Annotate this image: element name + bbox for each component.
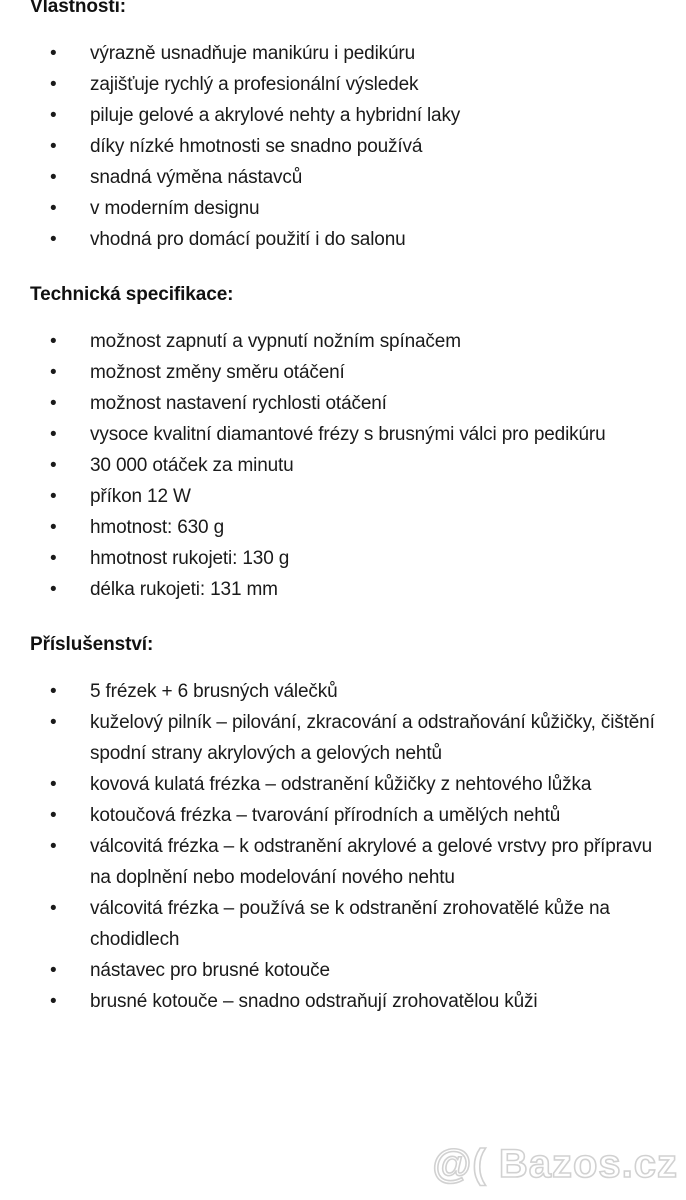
bullet-icon: • (50, 486, 57, 507)
list-item-text: příkon 12 W (90, 486, 191, 507)
section-heading-features: Vlastnosti: (30, 0, 127, 17)
list-item (0, 224, 686, 255)
bullet-icon: • (50, 331, 57, 352)
bullet-icon: • (50, 424, 57, 445)
feature-list (0, 20, 686, 255)
list-item (0, 512, 686, 543)
bullet-icon: • (50, 681, 57, 702)
section-heading-technical-specification: Technická specifikace: (30, 284, 234, 305)
list-item-text: hmotnost: 630 g (90, 517, 225, 538)
list-item-text: 30 000 otáček za minutu (90, 455, 294, 476)
list-item-text: možnost zapnutí a vypnutí nožním spínačem (90, 331, 461, 352)
list-item (0, 955, 686, 986)
list-item (0, 69, 686, 100)
list-item-text: zajišťuje rychlý a profesionální výsledek (90, 74, 419, 95)
list-item-text: možnost nastavení rychlosti otáčení (90, 393, 387, 414)
list-item (0, 326, 686, 357)
list-item (0, 162, 686, 193)
section-technical-specification (0, 282, 686, 605)
list-item (0, 574, 686, 605)
list-item (0, 357, 686, 388)
list-item-text: hmotnost rukojeti: 130 g (90, 548, 290, 569)
bullet-icon: • (50, 548, 57, 569)
list-item-text: vysoce kvalitní diamantové frézy s brusnými válci pro pedikúru (90, 424, 606, 445)
bazos-watermark: @( Bazos.cz (432, 1142, 678, 1186)
list-item (0, 831, 686, 893)
list-item-text: válcovitá frézka – k odstranění akrylové a gelové vrstvy pro přípravu na doplnění nebo modelování nového nehtu (90, 836, 653, 888)
section-accessories (0, 632, 686, 1017)
list-item-text: brusné kotouče – snadno odstraňují zrohovatělou kůži (90, 991, 538, 1012)
list-item (0, 543, 686, 574)
list-item-text: výrazně usnadňuje manikúru i pedikúru (90, 43, 416, 64)
list-item (0, 419, 686, 450)
list-item-text: kuželový pilník – pilování, zkracování a odstraňování kůžičky, čištění spodní strany akrylových a gelových nehtů (90, 712, 655, 764)
bullet-icon: • (50, 517, 57, 538)
list-item (0, 769, 686, 800)
list-item (0, 893, 686, 955)
section-features (0, 0, 686, 255)
list-item (0, 193, 686, 224)
bullet-icon: • (50, 136, 57, 157)
list-item-text: nástavec pro brusné kotouče (90, 960, 330, 981)
bullet-icon: • (50, 105, 57, 126)
accessories-list (0, 658, 686, 1017)
bullet-icon: • (50, 774, 57, 795)
bullet-icon: • (50, 991, 57, 1012)
bullet-icon: • (50, 362, 57, 383)
bullet-icon: • (50, 167, 57, 188)
bullet-icon: • (50, 898, 57, 919)
bullet-icon: • (50, 229, 57, 250)
list-item (0, 100, 686, 131)
list-item (0, 986, 686, 1017)
list-item (0, 800, 686, 831)
list-item (0, 707, 686, 769)
bullet-icon: • (50, 805, 57, 826)
list-item (0, 131, 686, 162)
bullet-icon: • (50, 43, 57, 64)
list-item-text: kovová kulatá frézka – odstranění kůžičky z nehtového lůžka (90, 774, 592, 795)
list-item (0, 450, 686, 481)
list-item (0, 38, 686, 69)
list-item-text: v moderním designu (90, 198, 260, 219)
list-item-text: vhodná pro domácí použití i do salonu (90, 229, 406, 250)
bullet-icon: • (50, 579, 57, 600)
bullet-icon: • (50, 393, 57, 414)
bullet-icon: • (50, 74, 57, 95)
list-item (0, 481, 686, 512)
bullet-icon: • (50, 455, 57, 476)
bullet-icon: • (50, 836, 57, 857)
list-item-text: kotoučová frézka – tvarování přírodních a umělých nehtů (90, 805, 561, 826)
list-item (0, 388, 686, 419)
section-heading-accessories: Příslušenství: (30, 634, 154, 655)
list-item-text: díky nízké hmotnosti se snadno používá (90, 136, 423, 157)
list-item-text: 5 frézek + 6 brusných válečků (90, 681, 338, 702)
bullet-icon: • (50, 960, 57, 981)
list-item-text: snadná výměna nástavců (90, 167, 303, 188)
list-item-text: válcovitá frézka – používá se k odstranění zrohovatělé kůže na chodidlech (90, 898, 610, 950)
list-item-text: piluje gelové a akrylové nehty a hybridní laky (90, 105, 461, 126)
list-item-text: délka rukojeti: 131 mm (90, 579, 278, 600)
list-item (0, 676, 686, 707)
technical-specification-list (0, 308, 686, 605)
list-item-text: možnost změny směru otáčení (90, 362, 345, 383)
bullet-icon: • (50, 198, 57, 219)
bullet-icon: • (50, 712, 57, 733)
